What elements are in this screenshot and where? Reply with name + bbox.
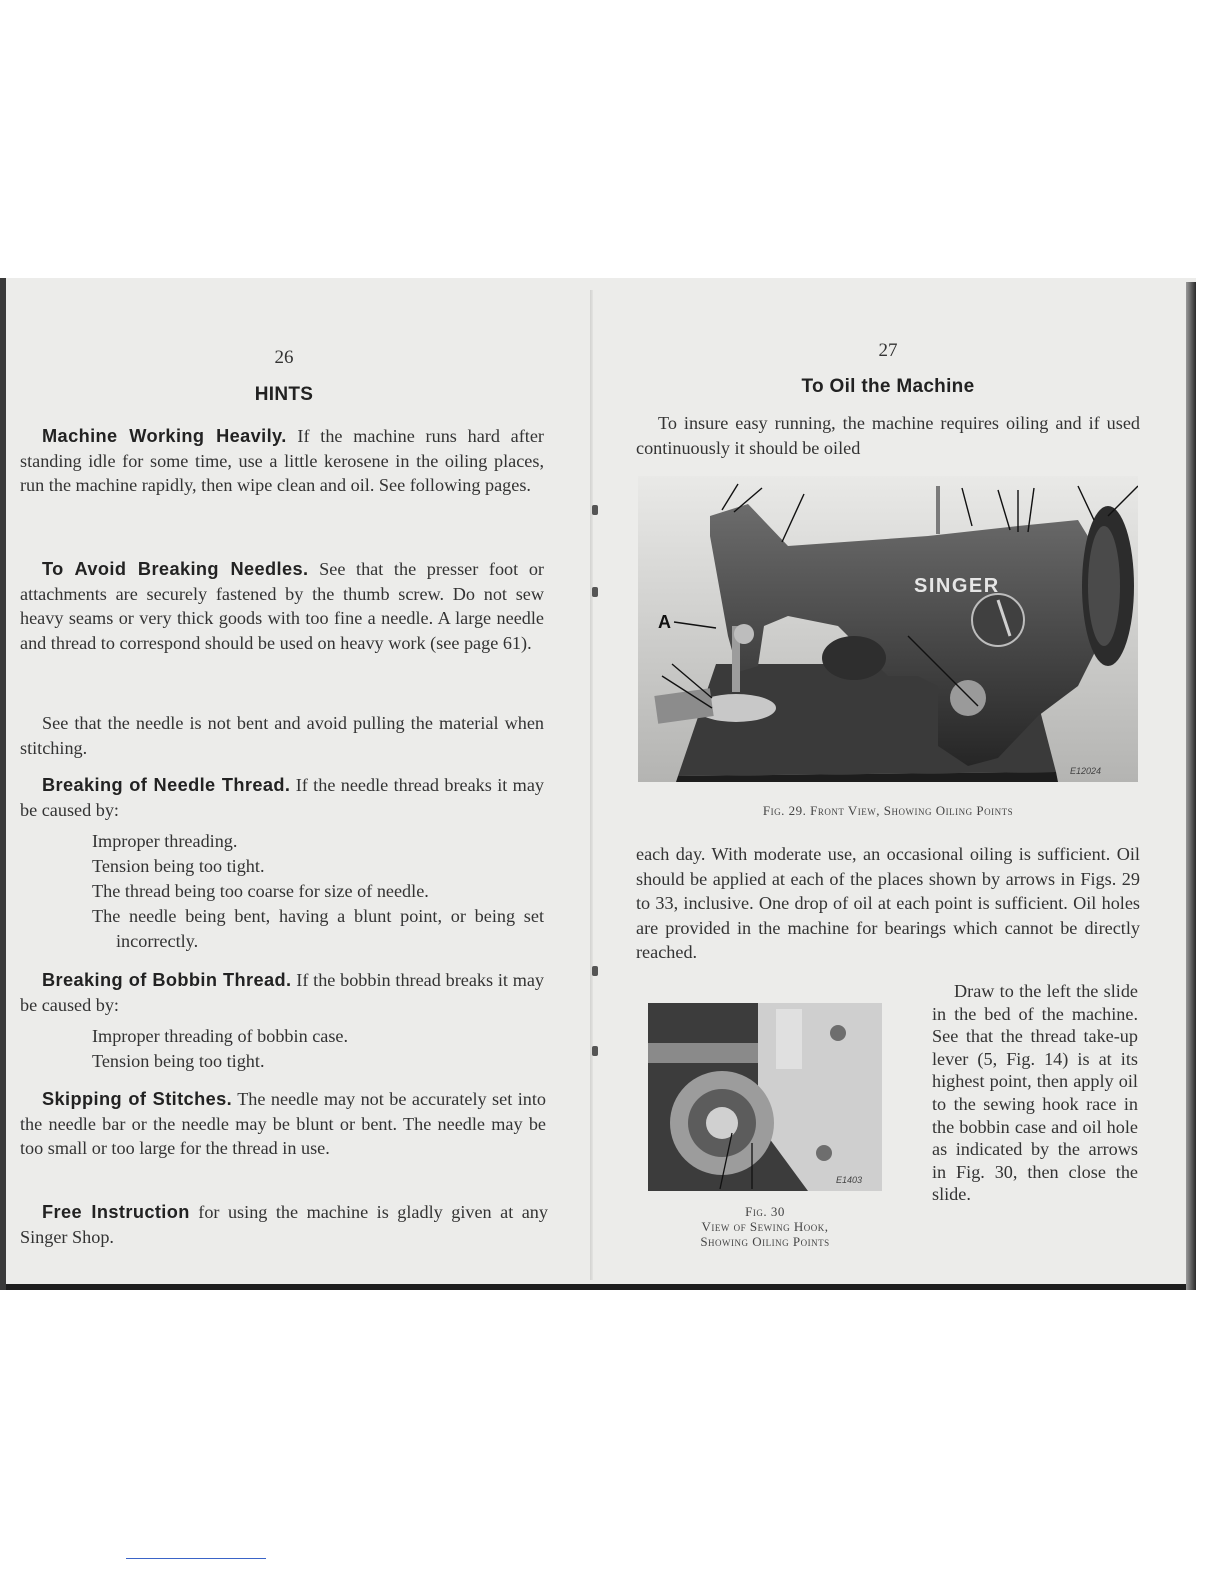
sewing-machine-illustration [638,476,1138,782]
paragraph-avoid-breaking-needles [20,557,544,655]
paragraph-oil-intro: To insure easy running, the machine requires oiling and if used continuously it should be oiled [636,413,1140,458]
paragraph-needle-not-bent: See that the needle is not bent and avoid pulling the material when stitching. [20,713,544,758]
body-breaking-needle-thread: If the needle thread breaks it may be caused by: [20,775,544,820]
body-machine-working-heavily: If the machine runs hard after standing idle for some time, use a little kerosene in the oiling places, run the machine rapidly, then wipe clean and oil. See following pages. [20,426,544,495]
footer-rule [126,1558,266,1559]
figure-29-caption: Fig. 29. Front View, Showing Oiling Points [762,803,1014,818]
list-item: Improper threading. [92,831,238,851]
brand-singer-text: SINGER [914,575,1000,597]
lead-machine-working-heavily: Machine Working Heavily. [42,426,287,446]
paragraph-breaking-bobbin-thread [20,968,544,1017]
plate-code: E12024 [1070,766,1102,776]
list-item: The thread being too coarse for size of needle. [92,881,429,901]
book-gutter [590,290,593,1280]
section-heading-oil-machine: To Oil the Machine [801,376,975,397]
list-item: Improper threading of bobbin case. [92,1026,349,1046]
list-item: The needle being bent, having a blunt point, or being set incorrectly. [92,906,544,951]
bobbin-thread-causes-list [92,1024,544,1074]
plate-code: E1403 [836,1175,863,1185]
figure-30-caption-line: Showing Oiling Points [700,1234,830,1249]
lead-breaking-bobbin-thread: Breaking of Bobbin Thread. [42,970,292,990]
page-number: 26 [274,347,294,368]
needle-thread-causes-list [92,829,544,954]
figure-30-caption [648,1204,882,1249]
page-number: 27 [878,340,898,361]
paragraph-oil-details: each day. With moderate use, an occasional oiling is sufficient. Oil should be applied at each of the places shown by arrows in Figs. 29 to 33, inclusive. One drop of oil at each point is sufficient. Oil holes are provided in the machine for bearings which cannot be directly reached. [636,844,1140,962]
gutter-mark [592,587,598,597]
list-item: Tension being too tight. [92,856,265,876]
body-skipping-of-stitches: The needle may not be accurately set into the needle bar or the needle may be blunt or bent. The needle may be too small or too large for the thread in use. [20,1089,546,1158]
label-a: A [658,612,671,632]
gutter-mark [592,505,598,515]
motor [822,636,886,680]
figure-29-front-view [638,476,1138,782]
lead-skipping-of-stitches: Skipping of Stitches. [42,1089,233,1109]
paragraph-skipping-of-stitches [20,1087,546,1161]
paragraph-machine-working-heavily [20,424,544,498]
figure-30-caption-line: View of Sewing Hook, [701,1219,829,1234]
body-breaking-bobbin-thread: If the bobbin thread breaks it may be caused by: [20,970,545,1015]
paragraph-breaking-needle-thread [20,773,544,822]
singer-medallion [950,680,986,716]
sewing-hook-illustration [648,1003,882,1191]
figure-30-sewing-hook [648,1003,882,1191]
section-heading-hints: HINTS [254,384,314,405]
figure-30-caption-line: Fig. 30 [745,1204,785,1219]
paragraph-slide-instructions: Draw to the left the slide in the bed of the machine. See that the thread take-up lever (5, Fig. 14) is at its highest point, then apply oil to the sewing hook race in the bobbin case and oil hole as indicated by the arrows in Fig. 30, then close the slide. [932,981,1138,1205]
body-avoid-breaking-needles: See that the presser foot or attachments are securely fastened by the thumb screw. Do not sew heavy seams or very thick goods with too fine a needle. A large needle and thread to correspond should be used on heavy work (see page 61). [20,559,544,653]
paragraph-free-instruction [20,1200,548,1249]
lead-free-instruction: Free Instruction [42,1202,190,1222]
spread-right-edge [1186,282,1196,1290]
gutter-mark [592,1046,598,1056]
spread-left-edge [0,278,6,1290]
lead-avoid-breaking-needles: To Avoid Breaking Needles. [42,559,309,579]
list-item: Tension being too tight. [92,1051,265,1071]
gutter-mark [592,966,598,976]
body-free-instruction: for using the machine is gladly given at any Singer Shop. [20,1202,548,1247]
lead-breaking-needle-thread: Breaking of Needle Thread. [42,775,291,795]
